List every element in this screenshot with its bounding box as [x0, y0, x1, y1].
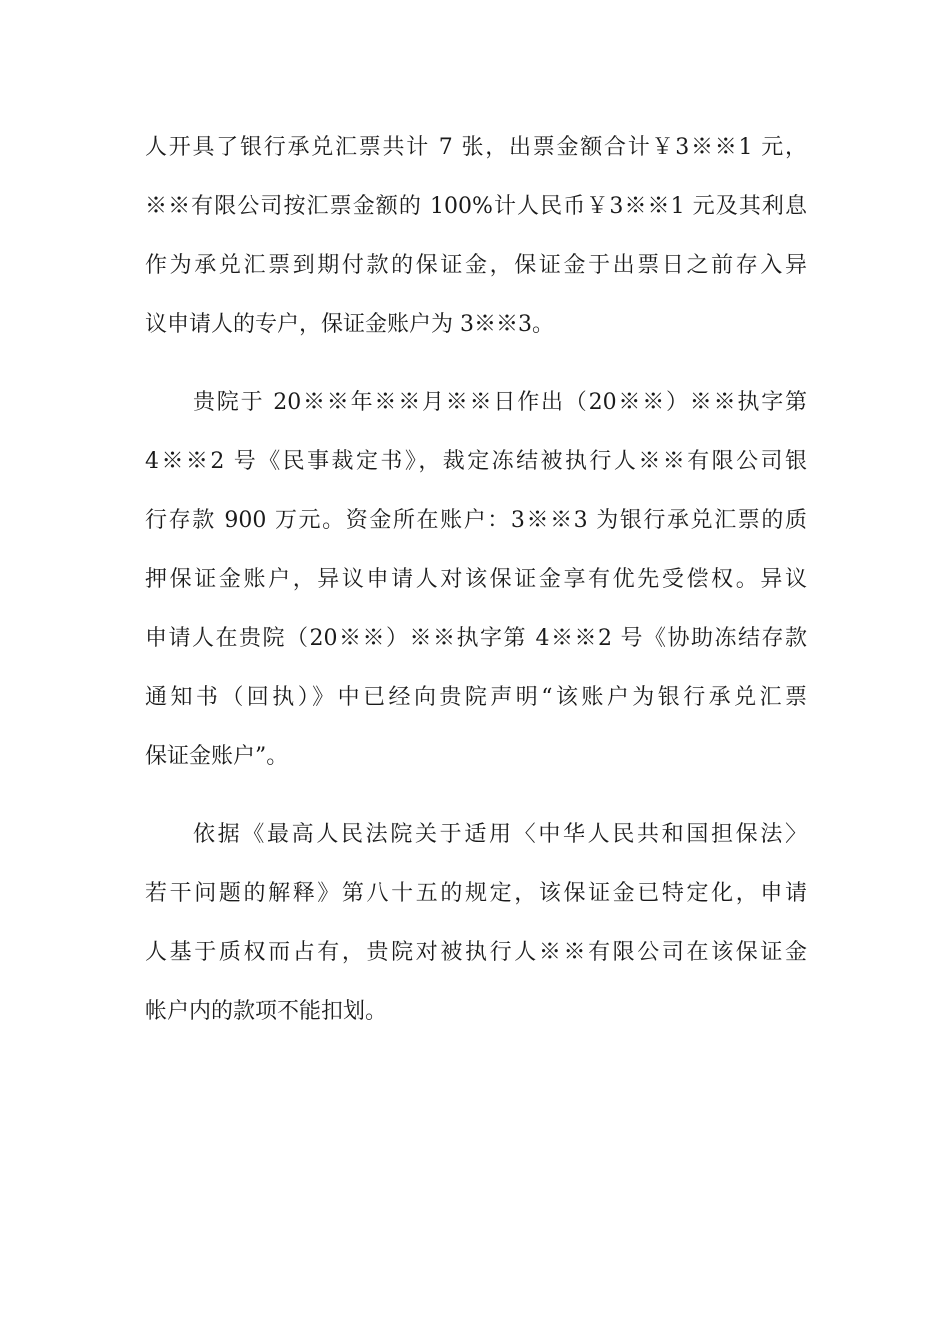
- text-line: 帐户内的款项不能扣划。: [145, 999, 388, 1024]
- paragraph-gap: [145, 793, 807, 812]
- text-line: 申请人在贵院（20※※）※※执字第 4※※2 号《协助冻结存款: [145, 626, 807, 651]
- text-line: ※※有限公司按汇票金额的 100%计人民币￥3※※1 元及其利息: [145, 194, 807, 219]
- document-body: [145, 125, 807, 1048]
- text-line: 保证金账户”。: [145, 744, 289, 769]
- text-line: 若干问题的解释》第八十五的规定，该保证金已特定化，申请: [145, 881, 807, 906]
- text-line: 作为承兑汇票到期付款的保证金，保证金于出票日之前存入异: [145, 253, 807, 278]
- paragraph-2: [145, 380, 807, 793]
- text-line: 人开具了银行承兑汇票共计 7 张，出票金额合计￥3※※1 元，: [145, 135, 807, 160]
- text-line: 人基于质权而占有，贵院对被执行人※※有限公司在该保证金: [145, 940, 807, 965]
- paragraph-3: [145, 812, 807, 1048]
- text-line: 议申请人的专户，保证金账户为 3※※3。: [145, 312, 554, 337]
- text-line: 押保证金账户，异议申请人对该保证金享有优先受偿权。异议: [145, 567, 807, 592]
- text-line: 4※※2 号《民事裁定书》，裁定冻结被执行人※※有限公司银: [145, 449, 807, 474]
- paragraph-1: [145, 125, 807, 361]
- paragraph-gap: [145, 361, 807, 380]
- text-line: 贵院于 20※※年※※月※※日作出（20※※）※※执字第: [193, 390, 807, 415]
- text-line: 依据《最高人民法院关于适用〈中华人民共和国担保法〉: [193, 822, 807, 847]
- text-line: 行存款 900 万元。资金所在账户：3※※3 为银行承兑汇票的质: [145, 508, 807, 533]
- text-line: 通知书（回执）》中已经向贵院声明“该账户为银行承兑汇票: [145, 685, 807, 710]
